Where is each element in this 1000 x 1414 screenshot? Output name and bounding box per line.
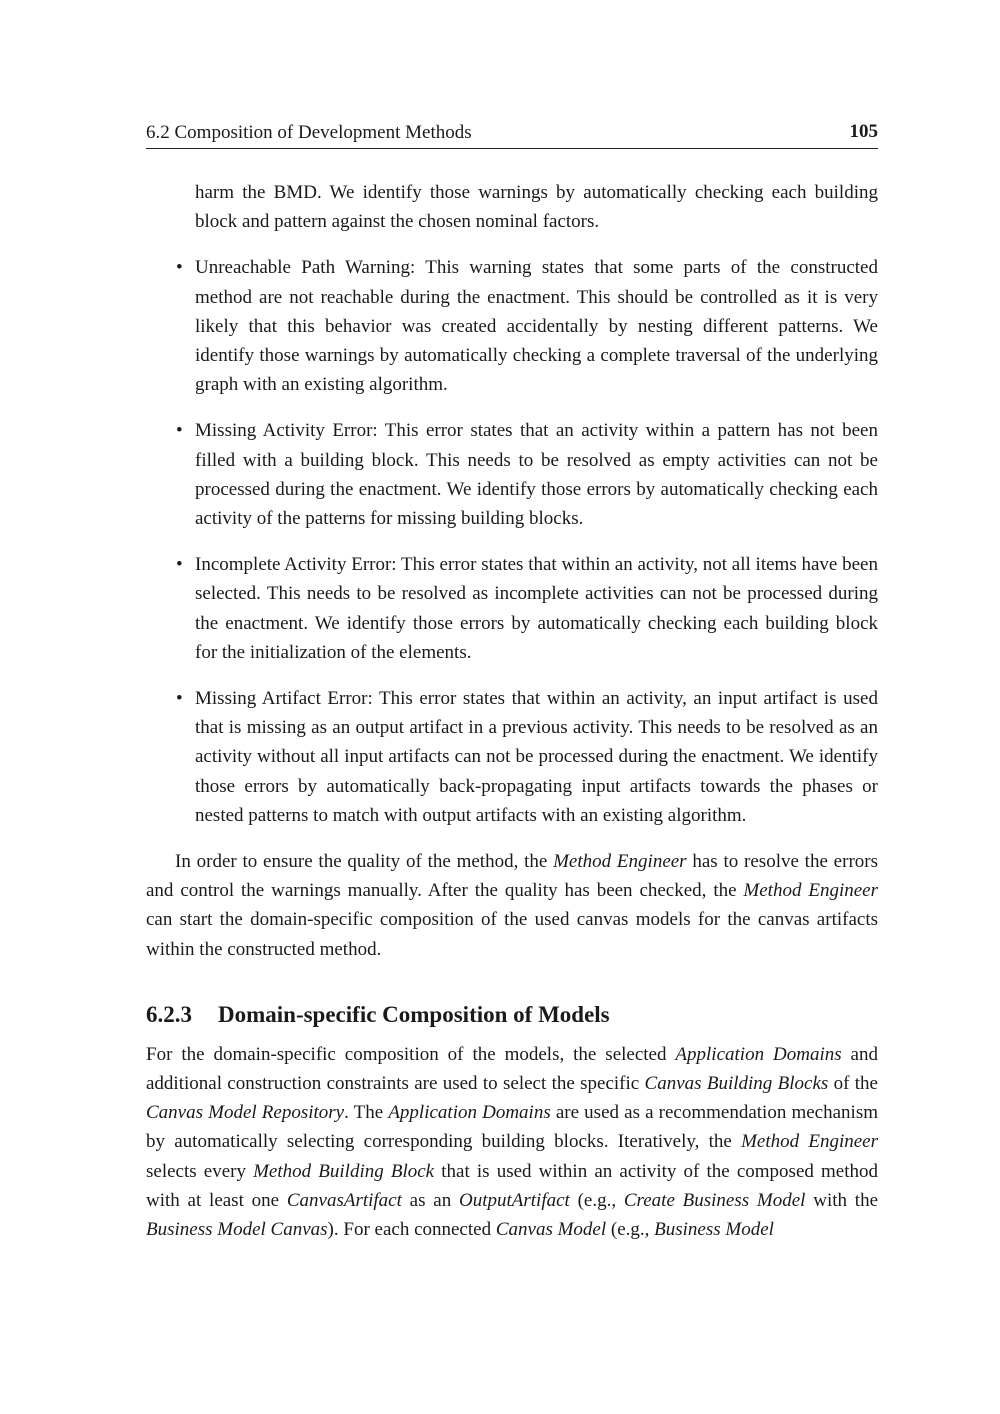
error-warning-list — [146, 253, 878, 830]
list-item-text: Incomplete Activity Error: This error states that within an activity, not all items have been selected. This needs to be resolved as incomplete activities can not be processed during the enactment. We identify those errors by automatically checking each building block for the initialization of the elements. — [195, 554, 878, 663]
section-number: 6.2.3 — [146, 1001, 192, 1027]
continued-paragraph: harm the BMD. We identify those warnings by automatically checking each building block and pattern against the chosen nominal factors. — [195, 182, 878, 233]
list-item — [146, 550, 878, 667]
paragraph-composition: For the domain-specific composition of the models, the selected Application Domains and additional construction constraints are used to select the specific Canvas Building Blocks of the Canvas Model Repository. The Application Domains are used as a recommendation mechanism by automatically selecting corresponding building blocks. Iteratively, the Method Engineer selects every Method Building Block that is used within an activity of the composed method with at least one CanvasArtifact as an OutputArtifact (e.g., Create Business Model with the Business Model Canvas). For each connected Canvas Model (e.g., Business Model — [146, 1043, 879, 1241]
bullet-icon: • — [176, 420, 183, 442]
running-header — [146, 120, 878, 149]
section-title: Domain-specific Composition of Models — [218, 1001, 610, 1027]
section-heading — [146, 999, 878, 1031]
list-item — [146, 253, 878, 399]
page-body — [146, 178, 878, 1244]
bullet-icon: • — [176, 257, 183, 279]
running-title: 6.2 Composition of Development Methods — [146, 122, 472, 143]
bullet-icon: • — [176, 688, 183, 710]
list-item-text: Missing Artifact Error: This error states that within an activity, an input artifact is used that is missing as an output artifact in a previous activity. This needs to be resolved as an activity without all input artifacts can not be processed during the enactment. We identify those errors by automatically back-propagating input artifacts towards the phases or nested patterns to match with output artifacts with an existing algorithm. — [195, 688, 878, 826]
page-number: 105 — [849, 121, 878, 142]
list-item — [146, 416, 878, 533]
bullet-icon: • — [176, 554, 183, 576]
paragraph-quality: In order to ensure the quality of the method, the Method Engineer has to resolve the errors and control the warnings manually. After the quality has been checked, the Method Engineer can start the domain-specific composition of the used canvas models for the canvas artifacts within the constructed method. — [146, 851, 878, 960]
list-item-text: Unreachable Path Warning: This warning states that some parts of the constructed method are not reachable during the enactment. This should be controlled as it is very likely that this behavior was created accidentally by nesting different patterns. We identify those warnings by automatically checking a complete traversal of the underlying graph with an existing algorithm. — [195, 257, 878, 396]
list-item-text: Missing Activity Error: This error states that an activity within a pattern has not been filled with a building block. This needs to be resolved as empty activities can not be processed during the enactment. We identify those errors by automatically checking each activity of the patterns for missing building blocks. — [195, 420, 878, 530]
list-item — [146, 684, 878, 830]
